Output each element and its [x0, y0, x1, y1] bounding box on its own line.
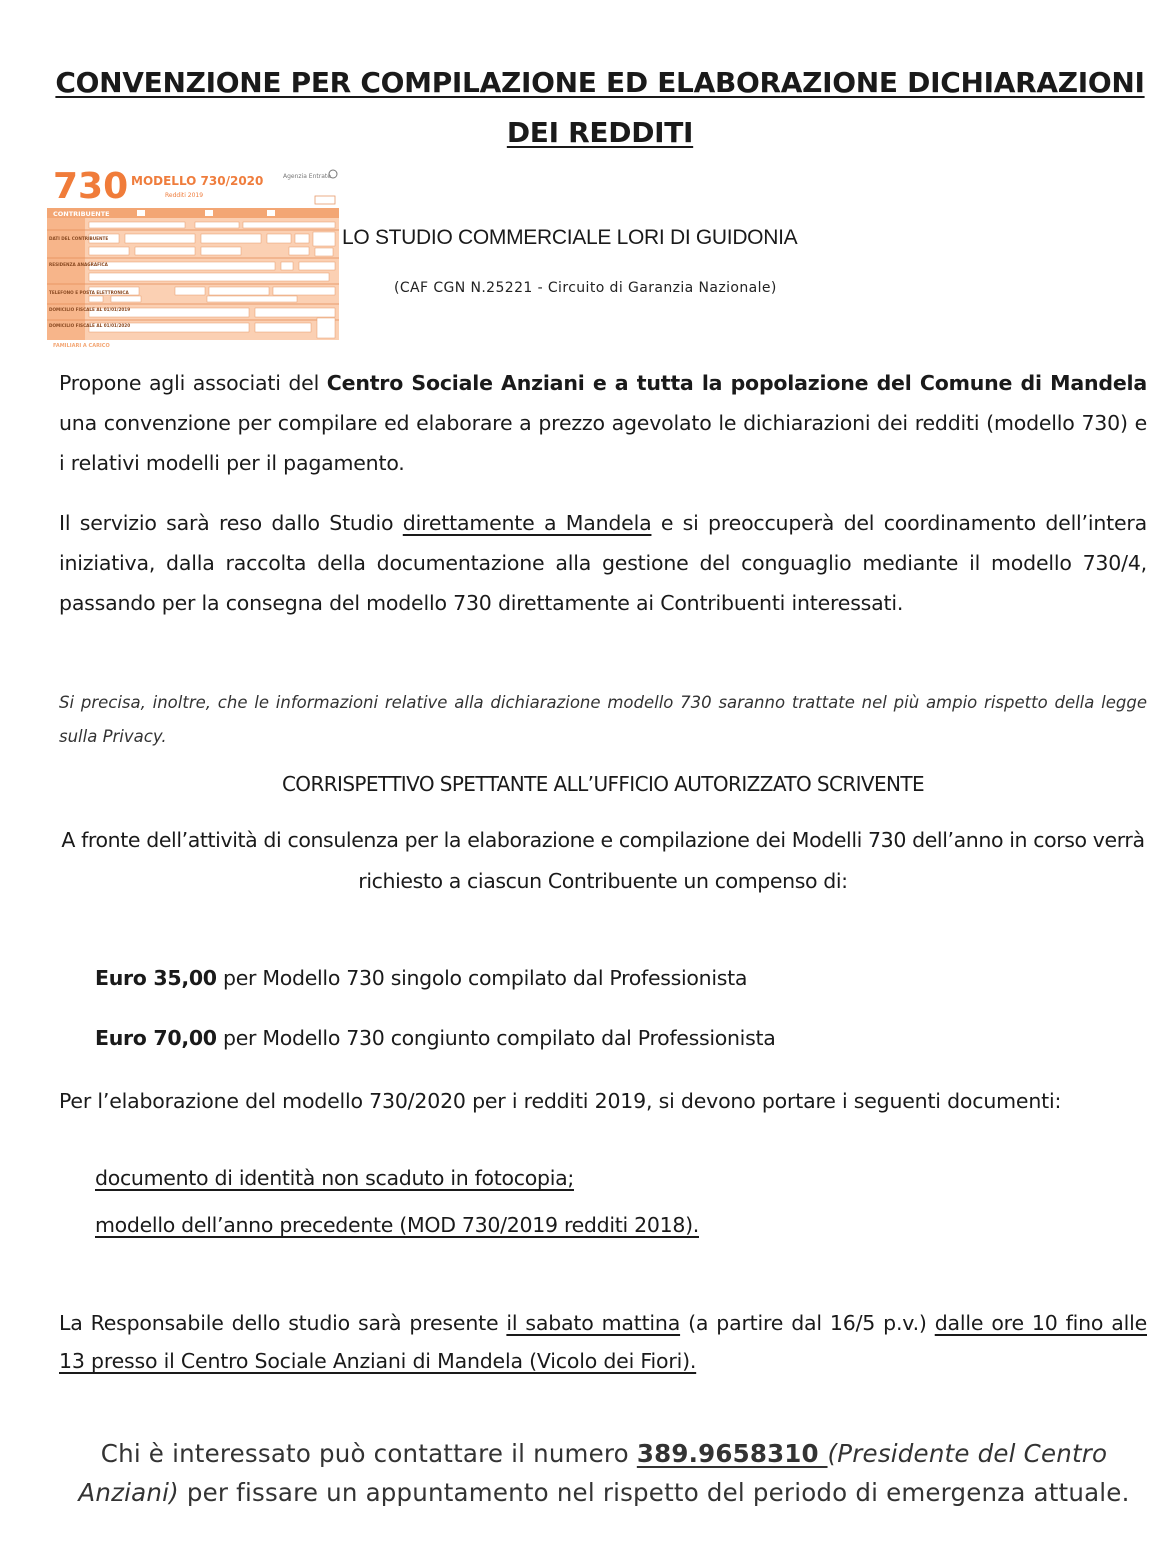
fee-description: per Modello 730 congiunto compilato dal Professionista [216, 1026, 776, 1050]
form-row-label: TELEFONO E POSTA ELETTRONICA [49, 290, 129, 295]
intro-paragraph: Propone agli associati del Centro Sociale Anziani e a tutta la popolazione del Comune di Mandela una convenzione per compilare ed elaborare a prezzo agevolato le dichiarazioni dei redditi (modello 730) e i relativi modelli per il pagamento. [59, 371, 1147, 475]
contact-role: (Presidente del Centro Anziani) [78, 1439, 1108, 1507]
fee-amount: Euro 70,00 [95, 1026, 217, 1050]
form-footer-label: FAMILIARI A CARICO [53, 343, 110, 349]
hours-location-underlined: dalle ore 10 fino alle 13 presso il Centro Sociale Anziani di Mandela (Vicolo dei Fiori). [59, 1311, 1147, 1373]
fees-title: CORRISPETTIVO SPETTANTE ALL’UFFICIO AUTORIZZATO SCRIVENTE [281, 772, 925, 796]
form-section-label: CONTRIBUENTE [53, 210, 110, 218]
saturday-underlined: il sabato mattina [506, 1311, 681, 1335]
caf-subtitle: (CAF CGN N.25221 - Circuito di Garanzia Nazionale) [394, 280, 777, 296]
form-row-label: DATI DEL CONTRIBUENTE [49, 236, 109, 241]
studio-name: LO STUDIO COMMERCIALE LORI DI GUIDONIA [342, 226, 798, 249]
modello-730-form-image [45, 158, 341, 350]
form-heading: MODELLO 730/2020 [131, 174, 264, 188]
form-row-label: RESIDENZA ANAGRAFICA [49, 262, 108, 267]
document-item: documento di identità non scaduto in fotocopia; [95, 1166, 574, 1190]
fees-intro: A fronte dell’attività di consulenza per la elaborazione e compilazione dei Modelli 730 dell’anno in corso verrà richiesto a ciascun Contribuente un compenso di: [61, 828, 1145, 893]
contact-paragraph: Chi è interessato può contattare il numero 389.9658310 (Presidente del Centro Anziani) per fissare un appuntamento nel rispetto del periodo di emergenza attuale. [78, 1439, 1130, 1507]
fee-item [95, 1026, 775, 1050]
form-logo: 730 [53, 166, 129, 207]
page-title: CONVENZIONE PER COMPILAZIONE ED ELABORAZIONE DICHIARAZIONI DEI REDDITI [55, 66, 1145, 149]
presence-paragraph: La Responsabile dello studio sarà presente il sabato mattina (a partire dal 16/5 p.v.) dalle ore 10 fino alle 13 presso il Centro Sociale Anziani di Mandela (Vicolo dei Fiori). [59, 1311, 1147, 1373]
privacy-note: Si precisa, inoltre, che le informazioni relative alla dichiarazione modello 730 saranno trattate nel più ampio rispetto della legge sulla Privacy. [59, 693, 1147, 746]
mandela-underlined: direttamente a Mandela [402, 511, 652, 535]
fee-amount: Euro 35,00 [95, 966, 217, 990]
fee-item [95, 966, 747, 990]
centro-mandela-bold: Centro Sociale Anziani e a tutta la popolazione del Comune di Mandela [326, 371, 1147, 395]
form-row-label: DOMICILIO FISCALE AL 01/01/2019 [49, 307, 131, 312]
documents-intro: Per l’elaborazione del modello 730/2020 per i redditi 2019, si devono portare i seguenti documenti: [59, 1089, 1062, 1113]
form-row-label: DOMICILIO FISCALE AL 01/01/2020 [49, 323, 131, 328]
phone-number: 389.9658310 [636, 1439, 828, 1468]
form-subheading: Redditi 2019 [165, 192, 204, 199]
service-paragraph: Il servizio sarà reso dallo Studio direttamente a Mandela e si preoccuperà del coordinamento dell’intera iniziativa, dalla raccolta della documentazione alla gestione del conguaglio mediante il modello 730/4, passando per la consegna del modello 730 direttamente ai Contribuenti interessati. [59, 511, 1148, 615]
document-item: modello dell’anno precedente (MOD 730/2019 redditi 2018). [95, 1213, 699, 1237]
agency-logo: Agenzia Entrate [283, 173, 331, 180]
fee-description: per Modello 730 singolo compilato dal Professionista [216, 966, 748, 990]
